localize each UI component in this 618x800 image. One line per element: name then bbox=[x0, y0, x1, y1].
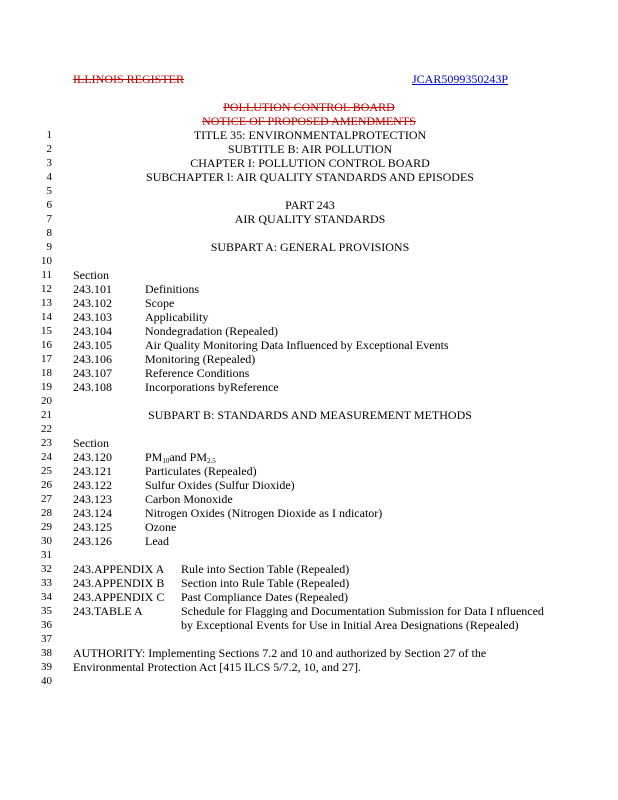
line-number: 19 bbox=[41, 381, 52, 393]
line-number: 35 bbox=[41, 605, 52, 617]
line-23 bbox=[0, 436, 618, 450]
line-4 bbox=[0, 170, 618, 184]
appendix-number: 243.APPENDIX A bbox=[73, 562, 165, 576]
section-number: 243.108 bbox=[73, 380, 112, 394]
section-number: 243.125 bbox=[73, 520, 112, 534]
line-34 bbox=[0, 590, 618, 604]
chapter-heading: CHAPTER I: POLLUTION CONTROL BOARD bbox=[190, 156, 430, 170]
line-number: 13 bbox=[41, 297, 52, 309]
section-title: Reference Conditions bbox=[145, 366, 250, 380]
table-title-continued: by Exceptional Events for Use in Initial Area Designations (Repealed) bbox=[181, 618, 519, 632]
section-label: Section bbox=[73, 436, 109, 450]
section-title: Ozone bbox=[145, 520, 177, 534]
register-header: ILLINOIS REGISTER bbox=[73, 72, 184, 86]
line-9 bbox=[0, 240, 618, 254]
section-number: 243.123 bbox=[73, 492, 112, 506]
line-number: 15 bbox=[41, 325, 52, 337]
line-38 bbox=[0, 646, 618, 660]
line-number: 40 bbox=[41, 675, 52, 687]
line-33 bbox=[0, 576, 618, 590]
line-number: 27 bbox=[41, 493, 52, 505]
line-27 bbox=[0, 492, 618, 506]
line-22 bbox=[0, 422, 618, 436]
line-31 bbox=[0, 548, 618, 562]
section-title: Nondegradation (Repealed) bbox=[145, 324, 278, 338]
line-number: 33 bbox=[41, 577, 52, 589]
line-number: 34 bbox=[41, 591, 52, 603]
line-25 bbox=[0, 464, 618, 478]
line-number: 3 bbox=[46, 157, 52, 169]
line-10 bbox=[0, 254, 618, 268]
line-number: 23 bbox=[41, 437, 52, 449]
line-2 bbox=[0, 142, 618, 156]
table-number: 243.TABLE A bbox=[73, 604, 143, 618]
line-number: 11 bbox=[41, 269, 52, 281]
part-heading: PART 243 bbox=[285, 198, 335, 212]
line-number: 7 bbox=[46, 213, 52, 225]
appendix-number: 243.APPENDIX B bbox=[73, 576, 165, 590]
pm25-subscript: 2.5 bbox=[207, 457, 216, 465]
section-number: 243.103 bbox=[73, 310, 112, 324]
appendix-title: Section into Rule Table (Repealed) bbox=[181, 576, 350, 590]
line-number: 22 bbox=[41, 423, 52, 435]
line-number: 20 bbox=[41, 395, 52, 407]
section-title: Air Quality Monitoring Data Influenced by Exceptional Events bbox=[145, 338, 449, 352]
line-number: 29 bbox=[41, 521, 52, 533]
section-number: 243.121 bbox=[73, 464, 112, 478]
line-16 bbox=[0, 338, 618, 352]
line-number: 16 bbox=[41, 339, 52, 351]
section-number: 243.122 bbox=[73, 478, 112, 492]
section-number: 243.101 bbox=[73, 282, 112, 296]
subpart-a-heading: SUBPART A: GENERAL PROVISIONS bbox=[210, 240, 410, 254]
line-15 bbox=[0, 324, 618, 338]
notice-title: NOTICE OF PROPOSED AMENDMENTS bbox=[202, 114, 416, 128]
line-number: 21 bbox=[41, 409, 52, 421]
line-6 bbox=[0, 198, 618, 212]
appendix-number: 243.APPENDIX C bbox=[73, 590, 165, 604]
subtitle-heading: SUBTITLE B: AIR POLLUTION bbox=[227, 142, 393, 156]
section-number: 243.126 bbox=[73, 534, 112, 548]
line-12 bbox=[0, 282, 618, 296]
line-28 bbox=[0, 506, 618, 520]
appendix-title: Rule into Section Table (Repealed) bbox=[181, 562, 350, 576]
line-7 bbox=[0, 212, 618, 226]
line-number: 26 bbox=[41, 479, 52, 491]
line-number: 38 bbox=[41, 647, 52, 659]
line-number: 25 bbox=[41, 465, 52, 477]
section-title: Lead bbox=[145, 534, 169, 548]
section-number: 243.120 bbox=[73, 450, 112, 464]
line-18 bbox=[0, 366, 618, 380]
section-number: 243.102 bbox=[73, 296, 112, 310]
line-19 bbox=[0, 380, 618, 394]
section-title: Monitoring (Repealed) bbox=[145, 352, 256, 366]
line-number: 1 bbox=[46, 129, 52, 141]
line-number: 24 bbox=[41, 451, 52, 463]
subpart-b-heading: SUBPART B: STANDARDS AND MEASUREMENT METHODS bbox=[148, 408, 472, 422]
pm-text: PM bbox=[145, 450, 163, 464]
line-32 bbox=[0, 562, 618, 576]
line-17 bbox=[0, 352, 618, 366]
line-20 bbox=[0, 394, 618, 408]
section-title: Incorporations byReference bbox=[145, 380, 279, 394]
line-number: 6 bbox=[46, 199, 52, 211]
line-number: 36 bbox=[41, 619, 52, 631]
section-title: Nitrogen Oxides (Nitrogen Dioxide as I ndicator) bbox=[145, 506, 383, 520]
line-3 bbox=[0, 156, 618, 170]
section-number: 243.104 bbox=[73, 324, 112, 338]
line-number: 2 bbox=[46, 143, 52, 155]
section-title: Particulates (Repealed) bbox=[145, 464, 257, 478]
line-number: 10 bbox=[41, 255, 52, 267]
part-name: AIR QUALITY STANDARDS bbox=[234, 212, 386, 226]
line-36 bbox=[0, 618, 618, 632]
section-number: 243.105 bbox=[73, 338, 112, 352]
line-number: 28 bbox=[41, 507, 52, 519]
line-37 bbox=[0, 632, 618, 646]
line-number: 12 bbox=[41, 283, 52, 295]
line-40 bbox=[0, 674, 618, 688]
line-number: 17 bbox=[41, 353, 52, 365]
line-13 bbox=[0, 296, 618, 310]
authority-text-continued: Environmental Protection Act [415 ILCS 5/7.2, 10, and 27]. bbox=[73, 660, 361, 674]
section-title: Applicability bbox=[145, 310, 209, 324]
line-number: 5 bbox=[46, 185, 52, 197]
line-number: 37 bbox=[41, 633, 52, 645]
line-11 bbox=[0, 268, 618, 282]
pm10-subscript: 10 bbox=[162, 457, 170, 465]
subchapter-heading: SUBCHAPTER l: AIR QUALITY STANDARDS AND EPISODES bbox=[146, 170, 474, 184]
line-39 bbox=[0, 660, 618, 674]
section-title: Scope bbox=[145, 296, 175, 310]
appendix-title: Past Compliance Dates (Repealed) bbox=[181, 590, 348, 604]
section-title: Definitions bbox=[145, 282, 199, 296]
line-29 bbox=[0, 520, 618, 534]
authority-text: AUTHORITY: Implementing Sections 7.2 and 10 and authorized by Section 27 of the bbox=[73, 646, 487, 660]
line-5 bbox=[0, 184, 618, 198]
section-title: Carbon Monoxide bbox=[145, 492, 233, 506]
line-35 bbox=[0, 604, 618, 618]
line-30 bbox=[0, 534, 618, 548]
section-number: 243.106 bbox=[73, 352, 112, 366]
line-number: 32 bbox=[41, 563, 52, 575]
line-number: 14 bbox=[41, 311, 52, 323]
section-title bbox=[145, 450, 216, 464]
jcar-code-link[interactable]: JCAR5099350243P bbox=[412, 72, 509, 86]
table-title: Schedule for Flagging and Documentation Submission for Data I nfluenced bbox=[181, 604, 544, 618]
line-number: 9 bbox=[46, 241, 52, 253]
line-26 bbox=[0, 478, 618, 492]
line-number: 18 bbox=[41, 367, 52, 379]
agency-name: POLLUTION CONTROL BOARD bbox=[223, 100, 395, 114]
section-label: Section bbox=[73, 268, 109, 282]
section-title: Sulfur Oxides (Sulfur Dioxide) bbox=[145, 478, 295, 492]
line-21 bbox=[0, 408, 618, 422]
line-number: 4 bbox=[46, 171, 52, 183]
line-14 bbox=[0, 310, 618, 324]
section-number: 243.107 bbox=[73, 366, 112, 380]
pm-and-text: and PM bbox=[169, 450, 208, 464]
section-number: 243.124 bbox=[73, 506, 112, 520]
line-number: 8 bbox=[46, 227, 52, 239]
line-number: 30 bbox=[41, 535, 52, 547]
line-8 bbox=[0, 226, 618, 240]
line-number: 39 bbox=[41, 661, 52, 673]
line-1 bbox=[0, 128, 618, 142]
title-heading: TITLE 35: ENVIRONMENTALPROTECTION bbox=[193, 128, 427, 142]
line-number: 31 bbox=[41, 549, 52, 561]
line-24 bbox=[0, 450, 618, 464]
